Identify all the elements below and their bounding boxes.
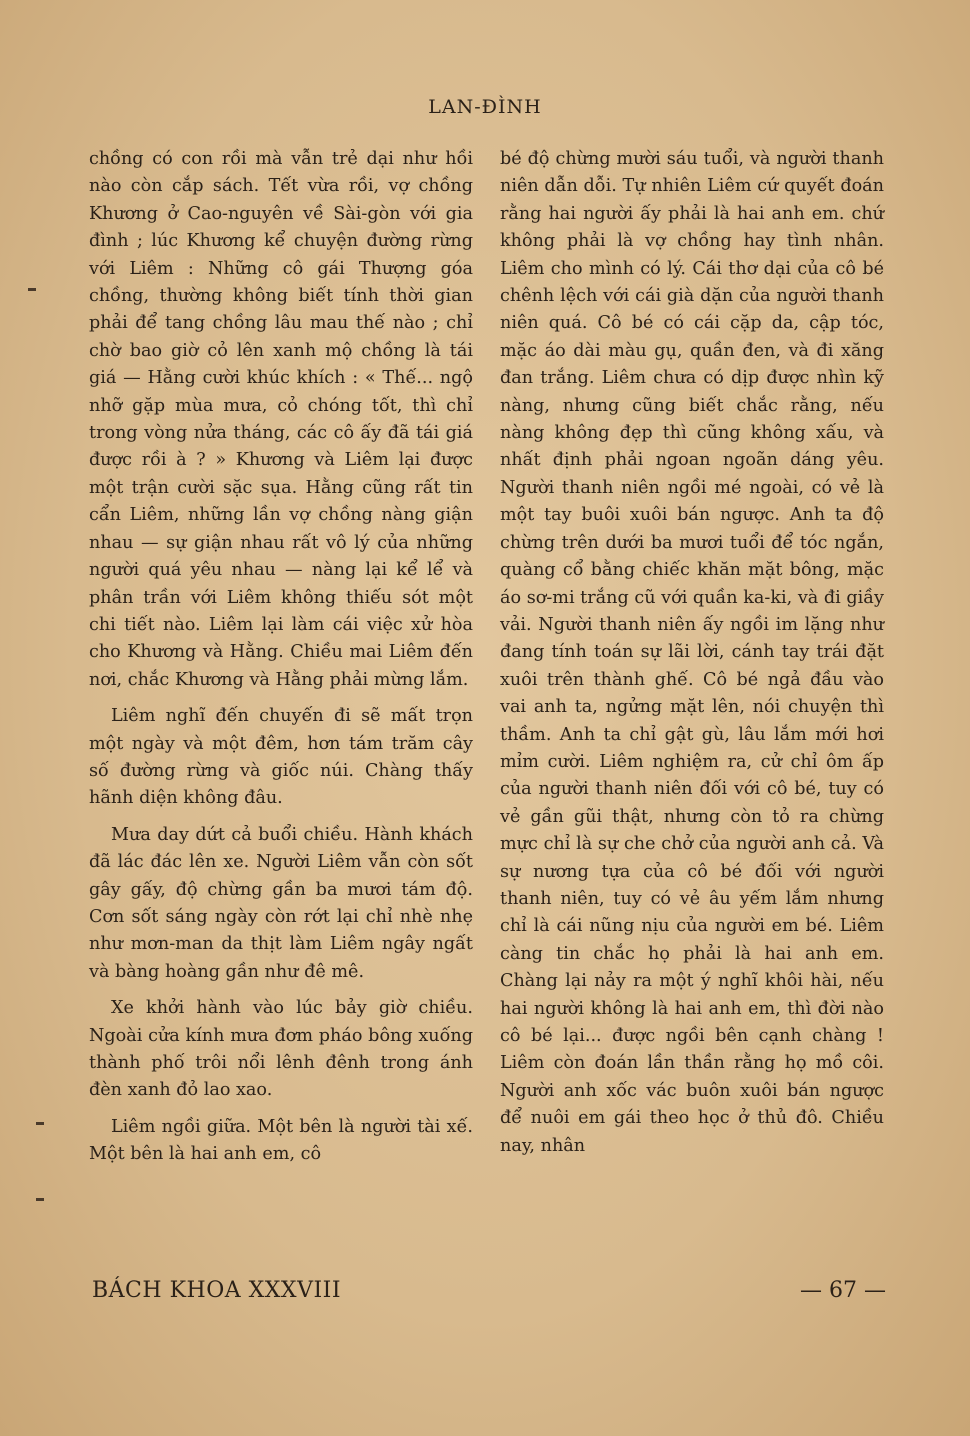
left-column <box>89 146 473 1169</box>
page-number: — 67 — <box>800 1278 886 1303</box>
paragraph: bé độ chừng mười sáu tuổi, và người thanh niên dẫn dỗi. Tự nhiên Liêm cứ quyết đoán rằng hai người ấy phải là hai anh em. chứ không phải là vợ chồng hay tình nhân. Liêm cho mình có lý. Cái thơ dại của cô bé chênh lệch với cái già dặn của người thanh niên quá. Cô bé có cái cặp da, cập tóc, mặc áo dài màu gụ, quần đen, và đi xăng đan trắng. Liêm chưa có dịp được nhìn kỹ nàng, nhưng cũng biết chắc rằng, nếu nàng không đẹp thì cũng không xấu, và nhất định phải ngoan ngoãn dáng yêu. Người thanh niên ngồi mé ngoài, có vẻ là một tay buôi xuôi bán ngược. Anh ta độ chừng trên dưới ba mươi tuổi để tóc ngắn, quàng cổ bằng chiếc khăn mặt bông, mặc áo sơ-mi trắng cũ với quần ka-ki, và đi giầy vải. Người thanh niên ấy ngồi im lặng như đang tính toán sự lãi lời, cánh tay trái đặt xuôi trên thành ghế. Cô bé ngả đầu vào vai anh ta, ngửng mặt lên, nói chuyện thì thầm. Anh ta chỉ gật gù, lâu lắm mới hơi mỉm cười. Liêm nghiệm ra, cử chỉ ôm ấp của người thanh niên đối với cô bé, tuy có vẻ gần gũi thật, nhưng còn tỏ ra chừng mực chỉ là sự che chở của người anh cả. Và sự nương tựa của cô bé đối với người thanh niên, tuy có vẻ âu yếm lắm nhưng chỉ là cái nũng nịu của người em bé. Liêm càng tin chắc họ phải là hai anh em. Chàng lại nảy ra một ý nghĩ khôi hài, nếu hai người không là hai anh em, thì đời nào cô bé lại... được ngồi bên cạnh chàng ! Liêm còn đoán lần thần rằng họ mồ côi. Người anh xốc vác buôn xuôi bán ngược để nuôi em gái theo học ở thủ đô. Chiều nay, nhân <box>500 149 884 1156</box>
margin-mark <box>36 1122 44 1125</box>
right-column <box>500 146 884 1160</box>
publication-title: BÁCH KHOA XXXVIII <box>92 1278 342 1303</box>
margin-mark <box>36 1198 44 1201</box>
running-title: LAN-ĐÌNH <box>428 96 542 118</box>
paragraph: chồng có con rồi mà vẫn trẻ dại như hồi nào còn cắp sách. Tết vừa rồi, vợ chồng Khương ở Cao-nguyên về Sài-gòn với gia đình ; lúc Khương kể chuyện đường rừng với Liêm : Những cô gái Thượng góa chồng, thường không biết tính thời gian phải để tang chồng lâu mau thế nào ; chỉ chờ bao giờ cỏ lên xanh mộ chồng là tái giá — Hằng cười khúc khích : « Thế... ngộ nhỡ gặp mùa mưa, cỏ chóng tốt, thì chỉ trong vòng nửa tháng, các cô ấy đã tái giá được rồi à ? » Khương và Liêm lại được một trận cười sặc sụa. Hằng cũng rất tin cẩn Liêm, những lần vợ chồng nàng giận nhau — sự giận nhau rất vô lý của những người quá yêu nhau — nàng lại kể lể và phân trần với Liêm không thiếu sót một chi tiết nào. Liêm lại làm cái việc xử hòa cho Khương và Hằng. Chiều mai Liêm đến nơi, chắc Khương và Hằng phải mừng lắm. <box>89 149 473 690</box>
paragraph: Liêm ngồi giữa. Một bên là người tài xế. Một bên là hai anh em, cô <box>89 1116 473 1165</box>
paragraph: Liêm nghĩ đến chuyến đi sẽ mất trọn một ngày và một đêm, hơn tám trăm cây số đường rừng và giốc núi. Chàng thấy hãnh diện không đâu. <box>89 706 473 809</box>
paragraph: Xe khởi hành vào lúc bảy giờ chiều. Ngoài cửa kính mưa đơm pháo bông xuống thành phố trôi nổi lênh đênh trong ánh đèn xanh đỏ lao xao. <box>89 998 473 1101</box>
margin-mark <box>28 288 36 291</box>
paragraph: Mưa day dứt cả buổi chiều. Hành khách đã lác đác lên xe. Người Liêm vẫn còn sốt gây gấy, độ chừng gần ba mươi tám độ. Cơn sốt sáng ngày còn rớt lại chỉ nhè nhẹ như mơn-man da thịt làm Liêm ngây ngất và bàng hoàng gần như đê mê. <box>89 824 473 982</box>
